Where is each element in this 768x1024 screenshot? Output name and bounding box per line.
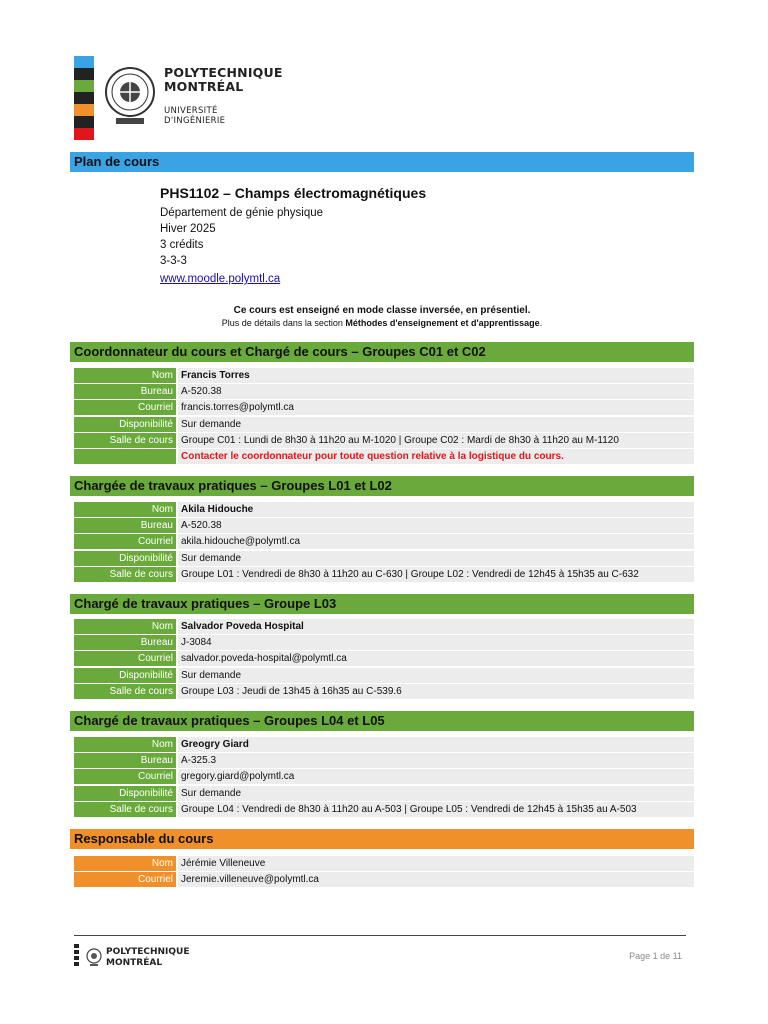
table-row xyxy=(74,786,694,802)
field-value: Sur demande xyxy=(178,668,694,684)
plan-title-bar: Plan de cours xyxy=(70,152,694,172)
footer-divider xyxy=(74,935,686,936)
course-department: Département de génie physique xyxy=(160,207,324,219)
section-title-coordinator: Coordonnateur du cours et Chargé de cours – Groupes C01 et C02 xyxy=(70,342,694,362)
field-label: Nom xyxy=(74,737,176,753)
seal-icon xyxy=(102,62,158,134)
section-title-responsable: Responsable du cours xyxy=(70,829,694,849)
field-value: Salvador Poveda Hospital xyxy=(178,619,694,635)
course-title: PHS1102 – Champs électromagnétiques xyxy=(160,185,427,201)
table-row xyxy=(74,502,694,518)
field-value: Groupe L03 : Jeudi de 13h45 à 16h35 au C-539.6 xyxy=(178,684,694,700)
field-label: Disponibilité xyxy=(74,417,176,433)
tp-l03-table xyxy=(74,619,694,700)
logo-color-bars xyxy=(74,56,94,140)
field-value: A-325.3 xyxy=(178,753,694,769)
table-row xyxy=(74,518,694,534)
page-number: Page 1 de 11 xyxy=(629,951,682,961)
table-row xyxy=(74,802,694,818)
field-value: Groupe L01 : Vendredi de 8h30 à 11h20 au C-630 | Groupe L02 : Vendredi de 12h45 à 15h35 au C-632 xyxy=(178,567,694,583)
table-row xyxy=(74,635,694,651)
field-value: Akila Hidouche xyxy=(178,502,694,518)
table-row xyxy=(74,684,694,700)
tp-l04-l05-table xyxy=(74,737,694,818)
field-label: Nom xyxy=(74,619,176,635)
footer-name-line2: MONTRÉAL xyxy=(106,958,163,968)
field-label: Courriel xyxy=(74,651,176,667)
field-label: Salle de cours xyxy=(74,684,176,700)
field-label: Bureau xyxy=(74,635,176,651)
table-row xyxy=(74,384,694,400)
footer-name-line1: POLYTECHNIQUE xyxy=(106,947,190,957)
field-value: akila.hidouche@polymtl.ca xyxy=(178,534,694,550)
field-value: A-520.38 xyxy=(178,518,694,534)
course-credits: 3 crédits xyxy=(160,239,204,251)
field-value: Groupe L04 : Vendredi de 8h30 à 11h20 au A-503 | Groupe L05 : Vendredi de 12h45 à 15h35 au A-503 xyxy=(178,802,694,818)
field-label: Courriel xyxy=(74,534,176,550)
table-row xyxy=(74,534,694,550)
logo-name-line1: POLYTECHNIQUE xyxy=(164,65,283,80)
teaching-mode-notice xyxy=(70,304,694,330)
field-label: Bureau xyxy=(74,384,176,400)
field-label: Nom xyxy=(74,368,176,384)
table-row xyxy=(74,619,694,635)
table-row xyxy=(74,417,694,433)
tp-l01-l02-table xyxy=(74,502,694,583)
responsable-table xyxy=(74,856,694,888)
polytechnique-logo xyxy=(74,56,283,140)
table-row xyxy=(74,433,694,449)
table-row xyxy=(74,567,694,583)
field-value: gregory.giard@polymtl.ca xyxy=(178,769,694,785)
field-value: Groupe C01 : Lundi de 8h30 à 11h20 au M-1020 | Groupe C02 : Mardi de 8h30 à 11h20 au M-1120 xyxy=(178,433,694,449)
field-value: Sur demande xyxy=(178,417,694,433)
field-label: Bureau xyxy=(74,518,176,534)
table-row xyxy=(74,449,694,465)
table-row xyxy=(74,551,694,567)
field-value: A-520.38 xyxy=(178,384,694,400)
field-label: Nom xyxy=(74,502,176,518)
table-row xyxy=(74,651,694,667)
table-row xyxy=(74,769,694,785)
field-label: Courriel xyxy=(74,872,176,888)
field-label: Bureau xyxy=(74,753,176,769)
field-label: Courriel xyxy=(74,400,176,416)
field-label: Disponibilité xyxy=(74,551,176,567)
field-value: Sur demande xyxy=(178,786,694,802)
table-row xyxy=(74,368,694,384)
footer-seal-icon xyxy=(86,947,102,967)
table-row xyxy=(74,753,694,769)
notice-sub: Plus de détails dans la section Méthodes d'enseignement et d'apprentissage. xyxy=(221,318,543,328)
field-label: Salle de cours xyxy=(74,802,176,818)
field-value: Jeremie.villeneuve@polymtl.ca xyxy=(178,872,694,888)
field-label xyxy=(74,449,176,465)
table-row xyxy=(74,737,694,753)
coordinator-table xyxy=(74,368,694,465)
field-label: Nom xyxy=(74,856,176,872)
table-row xyxy=(74,668,694,684)
field-value: Jérémie Villeneuve xyxy=(178,856,694,872)
logo-sub-line2: D'INGÉNIERIE xyxy=(164,116,226,126)
field-label: Courriel xyxy=(74,769,176,785)
field-label: Salle de cours xyxy=(74,567,176,583)
table-row xyxy=(74,856,694,872)
field-value: Francis Torres xyxy=(178,368,694,384)
logo-sub-line1: UNIVERSITÉ xyxy=(164,106,218,116)
field-value: francis.torres@polymtl.ca xyxy=(178,400,694,416)
field-label: Disponibilité xyxy=(74,668,176,684)
table-row xyxy=(74,400,694,416)
notice-main: Ce cours est enseigné en mode classe inversée, en présentiel. xyxy=(233,305,531,316)
field-value: J-3084 xyxy=(178,635,694,651)
section-title-tp-l04-l05: Chargé de travaux pratiques – Groupes L04 et L05 xyxy=(70,711,694,731)
field-value: Sur demande xyxy=(178,551,694,567)
coordinator-contact-note: Contacter le coordonnateur pour toute question relative à la logistique du cours. xyxy=(178,449,694,465)
course-term: Hiver 2025 xyxy=(160,223,216,235)
table-row xyxy=(74,872,694,888)
section-title-tp-l03: Chargé de travaux pratiques – Groupe L03 xyxy=(70,594,694,614)
logo-name-line2: MONTRÉAL xyxy=(164,79,244,94)
section-title-tp-l01-l02: Chargée de travaux pratiques – Groupes L01 et L02 xyxy=(70,476,694,496)
field-value: Greogry Giard xyxy=(178,737,694,753)
field-label: Disponibilité xyxy=(74,786,176,802)
course-info xyxy=(160,184,426,287)
footer-logo xyxy=(74,944,214,974)
course-hours: 3-3-3 xyxy=(160,255,187,267)
moodle-link[interactable]: www.moodle.polymtl.ca xyxy=(160,273,281,285)
field-label: Salle de cours xyxy=(74,433,176,449)
field-value: salvador.poveda-hospital@polymtl.ca xyxy=(178,651,694,667)
